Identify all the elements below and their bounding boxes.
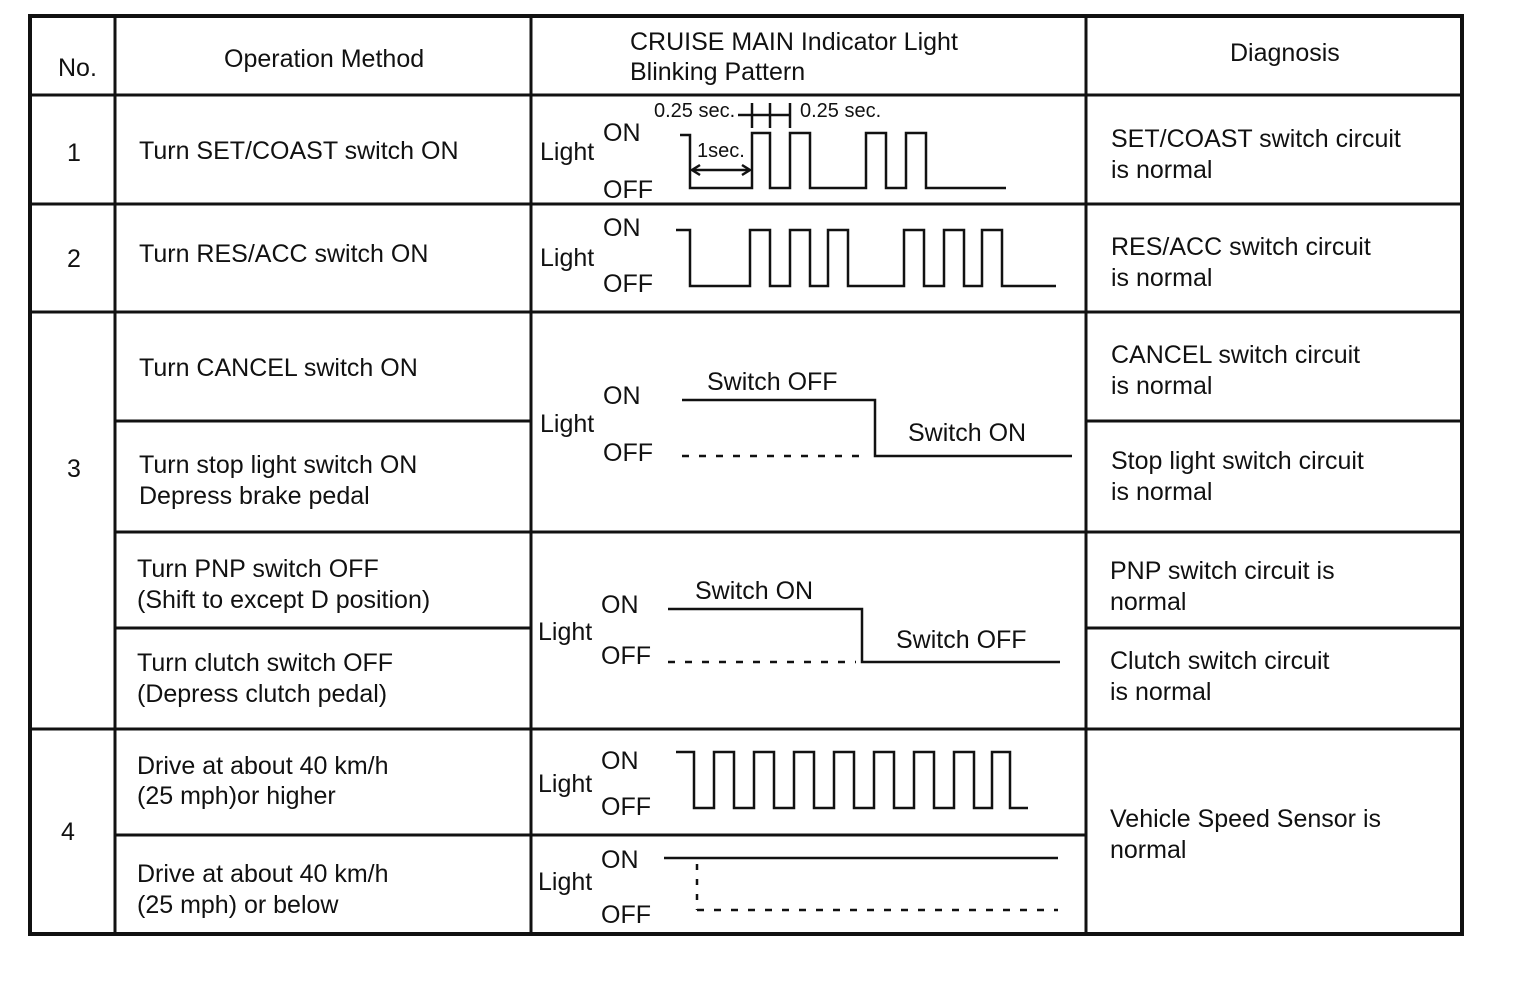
row1-light-label: Light — [540, 138, 595, 166]
row1-t025-left: 0.25 sec. — [654, 100, 736, 122]
row1-off-label: OFF — [603, 176, 653, 204]
row2-diagnosis-line1: RES/ACC switch circuit — [1111, 233, 1371, 261]
row3c-diagnosis-line1: PNP switch circuit is — [1110, 557, 1335, 585]
row3-light-label: Light — [540, 410, 595, 438]
row4a-operation-line1: Drive at about 40 km/h — [137, 752, 389, 780]
row3a-diagnosis-line1: CANCEL switch circuit — [1111, 341, 1361, 369]
row3-switch-off-label: Switch OFF — [707, 368, 838, 396]
row1-no: 1 — [67, 139, 81, 167]
row3d-operation-line1: Turn clutch switch OFF — [137, 649, 394, 677]
row4a-off-label: OFF — [601, 793, 651, 821]
row2-on-label: ON — [603, 214, 641, 242]
header-blinking-title-line2: Blinking Pattern — [630, 58, 806, 86]
header-diagnosis: Diagnosis — [1230, 39, 1340, 67]
row2-light-label: Light — [540, 244, 595, 272]
row1-on-label: ON — [603, 119, 641, 147]
row3c-operation-line1: Turn PNP switch OFF — [137, 555, 379, 583]
row3-switch-on-label: Switch ON — [908, 419, 1027, 447]
row3d-diagnosis-line2: is normal — [1110, 678, 1212, 706]
row2-no: 2 — [67, 245, 81, 273]
row3-no: 3 — [67, 455, 81, 483]
row4-diagnosis-line1: Vehicle Speed Sensor is — [1110, 805, 1382, 833]
row3c-on-label: ON — [601, 591, 639, 619]
header-blinking-title-line1: CRUISE MAIN Indicator Light — [630, 28, 958, 56]
row1-diagnosis-line1: SET/COAST switch circuit — [1111, 125, 1401, 153]
row3b-operation-line1: Turn stop light switch ON — [139, 451, 418, 479]
row3c-diagnosis-line2: normal — [1110, 588, 1187, 616]
row3d-diagnosis-line1: Clutch switch circuit — [1110, 647, 1330, 675]
row3d-operation-line2: (Depress clutch pedal) — [137, 680, 388, 708]
row3c-switch-on-label: Switch ON — [695, 577, 814, 605]
row4b-off-label: OFF — [601, 901, 651, 929]
row2-diagnosis-line2: is normal — [1111, 264, 1213, 292]
row1-1sec: 1sec. — [697, 140, 745, 162]
waveform-row2 — [676, 230, 1056, 286]
row2-operation: Turn RES/ACC switch ON — [139, 240, 429, 268]
row3a-diagnosis-line2: is normal — [1111, 372, 1213, 400]
row3-off-label: OFF — [603, 439, 653, 467]
row3a-operation: Turn CANCEL switch ON — [139, 354, 418, 382]
row1-t025-right: 0.25 sec. — [800, 100, 882, 122]
row4b-light-label: Light — [538, 868, 593, 896]
header-operation-method: Operation Method — [224, 45, 425, 73]
row4-no: 4 — [61, 818, 75, 846]
row3b-operation-line2: Depress brake pedal — [139, 482, 370, 510]
row3c-off-label: OFF — [601, 642, 651, 670]
row3c-operation-line2: (Shift to except D position) — [137, 586, 431, 614]
row3b-diagnosis-line1: Stop light switch circuit — [1111, 447, 1364, 475]
row4b-operation-line2: (25 mph) or below — [137, 891, 339, 919]
row3c-switch-off-label: Switch OFF — [896, 626, 1027, 654]
waveform-row4a — [676, 752, 1028, 808]
row1-operation: Turn SET/COAST switch ON — [139, 137, 459, 165]
row4a-light-label: Light — [538, 770, 593, 798]
row4b-on-label: ON — [601, 846, 639, 874]
row3c-light-label: Light — [538, 618, 593, 646]
header-no: No. — [58, 54, 97, 82]
row4a-operation-line2: (25 mph)or higher — [137, 782, 336, 810]
row2-off-label: OFF — [603, 270, 653, 298]
row3b-diagnosis-line2: is normal — [1111, 478, 1213, 506]
row4a-on-label: ON — [601, 747, 639, 775]
row4b-operation-line1: Drive at about 40 km/h — [137, 860, 389, 888]
row4-diagnosis-line2: normal — [1110, 836, 1187, 864]
row1-diagnosis-line2: is normal — [1111, 156, 1213, 184]
row3-on-label: ON — [603, 382, 641, 410]
